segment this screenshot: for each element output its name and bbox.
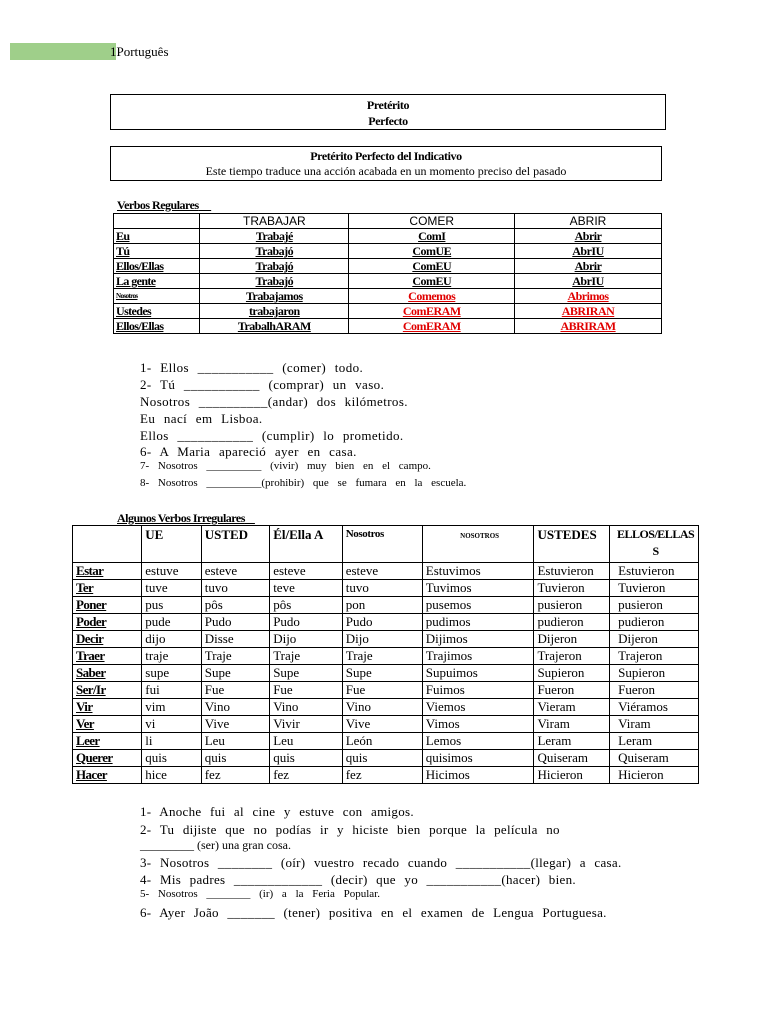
title-box <box>110 94 666 130</box>
table-cell: Pudo <box>342 614 422 631</box>
table-cell: Supe <box>342 665 422 682</box>
table-cell: Abrir <box>515 259 662 274</box>
table-cell: AbrIU <box>515 274 662 289</box>
exercise-line: _________ (ser) una gran cosa. <box>140 838 291 852</box>
table-cell: quis <box>201 750 269 767</box>
column-header: USTEDES <box>534 526 610 563</box>
table-cell: trabajaron <box>200 304 349 319</box>
table-cell: supe <box>142 665 201 682</box>
exercise-line: 5- Nosotros ________ (ir) a la Feria Popular. <box>140 888 380 900</box>
table-cell: Vimos <box>422 716 534 733</box>
column-header: Nosotros <box>342 526 422 563</box>
table-cell: Ser/Ir <box>73 682 142 699</box>
table-cell: Ellos/Ellas <box>114 259 200 274</box>
table-cell: Leram <box>534 733 610 750</box>
table-cell: Fue <box>270 682 343 699</box>
exercise-line: 3- Nosotros ________ (oír) vuestro recado cuando ___________(llegar) a casa. <box>140 855 622 870</box>
column-header <box>73 526 142 563</box>
table-cell: Ellos/Ellas <box>114 319 200 334</box>
column-header: ABRIR <box>515 214 662 229</box>
table-row <box>73 648 699 665</box>
table-cell: esteve <box>342 563 422 580</box>
table-cell: Trajimos <box>422 648 534 665</box>
table-cell: Disse <box>201 631 269 648</box>
table-row <box>73 665 699 682</box>
definition-heading: Pretérito Perfecto del Indicativo <box>310 149 462 163</box>
table-cell: Poner <box>73 597 142 614</box>
table-cell: Viéramos <box>610 699 699 716</box>
table-row <box>73 716 699 733</box>
table-cell: Vieram <box>534 699 610 716</box>
table-cell: Abrir <box>515 229 662 244</box>
table-row <box>73 597 699 614</box>
table-cell: ABRIRAM <box>515 319 662 334</box>
table-cell: fez <box>342 767 422 784</box>
column-header: NOSOTROS <box>422 526 534 563</box>
table-cell: quis <box>342 750 422 767</box>
table-row <box>73 614 699 631</box>
table-row <box>73 699 699 716</box>
table-cell: Ver <box>73 716 142 733</box>
table-cell: Viemos <box>422 699 534 716</box>
table-cell: pôs <box>201 597 269 614</box>
table-cell: Ter <box>73 580 142 597</box>
table-cell: Leu <box>201 733 269 750</box>
table-cell: Saber <box>73 665 142 682</box>
table-cell: pudieron <box>534 614 610 631</box>
table-cell: Leu <box>270 733 343 750</box>
table-cell: Tú <box>114 244 200 259</box>
table-cell: Vive <box>342 716 422 733</box>
table-cell: quis <box>142 750 201 767</box>
table-cell: ABRIRAN <box>515 304 662 319</box>
table-cell: Pudo <box>201 614 269 631</box>
table-row <box>114 289 662 304</box>
table-cell: Hicimos <box>422 767 534 784</box>
table-cell: Quiseram <box>534 750 610 767</box>
table-cell: ComERAM <box>349 304 515 319</box>
table-cell: Fueron <box>610 682 699 699</box>
table-cell: ComI <box>349 229 515 244</box>
table-cell: quis <box>270 750 343 767</box>
table-cell: Viram <box>610 716 699 733</box>
table-cell: teve <box>270 580 343 597</box>
table-cell: Supuimos <box>422 665 534 682</box>
table-cell: li <box>142 733 201 750</box>
table-cell: Tuvieron <box>610 580 699 597</box>
title-line-2: Perfecto <box>368 114 408 128</box>
title-line-1: Pretérito <box>366 98 410 112</box>
column-header: COMER <box>349 214 515 229</box>
table-cell: Supe <box>201 665 269 682</box>
table-cell: Nosotros <box>114 289 200 304</box>
regular-verbs-label: Verbos Regulares <box>117 198 199 212</box>
table-cell: pusieron <box>610 597 699 614</box>
page-label: 1Português <box>110 44 169 59</box>
table-cell: Tuvieron <box>534 580 610 597</box>
table-cell: tuvo <box>342 580 422 597</box>
table-header-row <box>73 526 699 563</box>
table-cell: Pudo <box>270 614 343 631</box>
table-cell: tuvo <box>201 580 269 597</box>
table-cell: Querer <box>73 750 142 767</box>
table-cell: Leram <box>610 733 699 750</box>
table-cell: Eu <box>114 229 200 244</box>
table-cell: Hicieron <box>534 767 610 784</box>
table-cell: Vino <box>342 699 422 716</box>
table-cell: Fueron <box>534 682 610 699</box>
table-row <box>114 319 662 334</box>
table-cell: fez <box>201 767 269 784</box>
table-cell: dijo <box>142 631 201 648</box>
table-cell: Trabajó <box>200 259 349 274</box>
table-cell: León <box>342 733 422 750</box>
table-cell: Ustedes <box>114 304 200 319</box>
table-cell: esteve <box>270 563 343 580</box>
table-cell: Decir <box>73 631 142 648</box>
table-cell: Vino <box>201 699 269 716</box>
table-cell: vim <box>142 699 201 716</box>
table-cell: pusieron <box>534 597 610 614</box>
table-cell: Dijeron <box>610 631 699 648</box>
table-cell: Estuvieron <box>610 563 699 580</box>
table-cell: Trajeron <box>534 648 610 665</box>
exercise-line: Eu nací em Lisboa. <box>140 411 263 426</box>
table-cell: Fue <box>342 682 422 699</box>
table-cell: Vive <box>201 716 269 733</box>
table-row <box>73 563 699 580</box>
table-cell: Fuimos <box>422 682 534 699</box>
table-cell: Trabajó <box>200 274 349 289</box>
column-header: TRABAJAR <box>200 214 349 229</box>
exercise-line: 6- A Maria apareció ayer en casa. <box>140 444 357 459</box>
table-cell: vi <box>142 716 201 733</box>
exercise-line: 2- Tú ___________ (comprar) un vaso. <box>140 377 385 392</box>
exercise-line: 7- Nosotros __________ (vivir) muy bien en el campo. <box>140 460 431 472</box>
table-cell: Tuvimos <box>422 580 534 597</box>
table-cell: Estuvieron <box>534 563 610 580</box>
exercise-line: Ellos ___________ (cumplir) lo prometido. <box>140 428 404 443</box>
table-cell: Hacer <box>73 767 142 784</box>
table-cell: Supe <box>270 665 343 682</box>
column-header: ELLOS/ELLAS S <box>610 526 699 563</box>
table-cell: Quiseram <box>610 750 699 767</box>
table-cell: Estar <box>73 563 142 580</box>
table-cell: Traer <box>73 648 142 665</box>
table-cell: Trabajamos <box>200 289 349 304</box>
table-cell: pusemos <box>422 597 534 614</box>
table-cell: Poder <box>73 614 142 631</box>
table-cell: Lemos <box>422 733 534 750</box>
table-cell: ComEU <box>349 274 515 289</box>
table-cell: AbrIU <box>515 244 662 259</box>
exercise-line: 4- Mis padres _____________ (decir) que yo ___________(hacer) bien. <box>140 872 576 887</box>
column-header: Él/Ella A <box>270 526 343 563</box>
table-cell: ComEU <box>349 259 515 274</box>
column-header: USTED <box>201 526 269 563</box>
table-cell: Trabajé <box>200 229 349 244</box>
exercise-line: 2- Tu dijiste que no podías ir y hiciste bien porque la película no <box>140 822 560 837</box>
table-cell: traje <box>142 648 201 665</box>
table-cell: Viram <box>534 716 610 733</box>
table-row <box>73 767 699 784</box>
table-cell: Supieron <box>534 665 610 682</box>
table-cell: TrabalhARAM <box>200 319 349 334</box>
header-highlight-bar <box>10 43 116 60</box>
table-row <box>114 259 662 274</box>
table-cell: esteve <box>201 563 269 580</box>
table-cell: Estuvimos <box>422 563 534 580</box>
table-row <box>73 750 699 767</box>
column-header: UE <box>142 526 201 563</box>
column-header <box>114 214 200 229</box>
table-cell: tuve <box>142 580 201 597</box>
table-cell: Hicieron <box>610 767 699 784</box>
table-cell: hice <box>142 767 201 784</box>
table-cell: Leer <box>73 733 142 750</box>
table-cell: Comemos <box>349 289 515 304</box>
table-cell: fez <box>270 767 343 784</box>
table-cell: ComERAM <box>349 319 515 334</box>
table-row <box>73 580 699 597</box>
table-cell: Supieron <box>610 665 699 682</box>
table-cell: fui <box>142 682 201 699</box>
table-row <box>114 304 662 319</box>
table-cell: Dijo <box>342 631 422 648</box>
irregular-verbs-table <box>72 525 699 784</box>
table-cell: Traje <box>201 648 269 665</box>
definition-box <box>110 146 662 181</box>
table-cell: Fue <box>201 682 269 699</box>
table-cell: pôs <box>270 597 343 614</box>
table-cell: Vivir <box>270 716 343 733</box>
table-cell: Traje <box>270 648 343 665</box>
table-row <box>114 244 662 259</box>
table-row <box>73 733 699 750</box>
table-cell: Vino <box>270 699 343 716</box>
regular-verbs-table <box>113 213 662 334</box>
table-cell: pudimos <box>422 614 534 631</box>
table-cell: ComUE <box>349 244 515 259</box>
table-cell: Abrimos <box>515 289 662 304</box>
table-cell: pon <box>342 597 422 614</box>
table-row <box>73 631 699 648</box>
table-row <box>114 274 662 289</box>
table-cell: Dijimos <box>422 631 534 648</box>
exercise-line: 6- Ayer João _______ (tener) positiva en el examen de Lengua Portuguesa. <box>140 905 607 920</box>
exercise-line: 1- Ellos ___________ (comer) todo. <box>140 360 364 375</box>
table-cell: estuve <box>142 563 201 580</box>
table-header-row <box>114 214 662 229</box>
table-cell: pudieron <box>610 614 699 631</box>
definition-text: Este tiempo traduce una acción acabada en un momento preciso del pasado <box>205 164 567 178</box>
table-row <box>114 229 662 244</box>
table-cell: quisimos <box>422 750 534 767</box>
table-cell: Trajeron <box>610 648 699 665</box>
exercise-line: 1- Anoche fui al cine y estuve con amigos. <box>140 804 414 819</box>
irregular-verbs-label: Algunos Verbos Irregulares <box>117 511 245 525</box>
exercise-line: 8- Nosotros __________(prohibir) que se fumara en la escuela. <box>140 477 467 489</box>
table-cell: Traje <box>342 648 422 665</box>
table-row <box>73 682 699 699</box>
table-cell: Dijo <box>270 631 343 648</box>
table-cell: pude <box>142 614 201 631</box>
table-cell: Trabajó <box>200 244 349 259</box>
table-cell: Vir <box>73 699 142 716</box>
table-cell: Dijeron <box>534 631 610 648</box>
table-cell: pus <box>142 597 201 614</box>
table-cell: La gente <box>114 274 200 289</box>
exercise-line: Nosotros __________(andar) dos kilómetros. <box>140 394 408 409</box>
